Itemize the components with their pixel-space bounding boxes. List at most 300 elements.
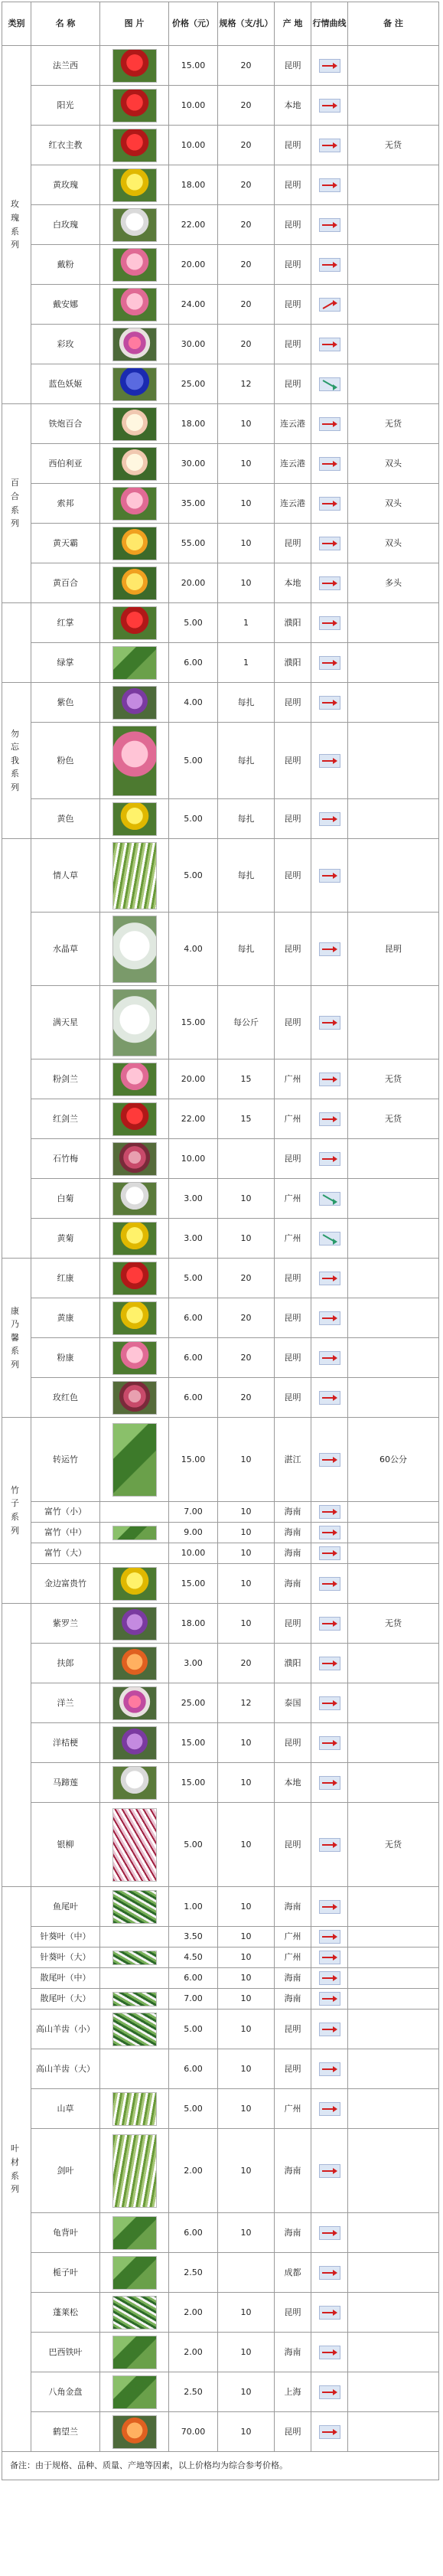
- photo-cell: [100, 364, 169, 404]
- price-cell: 10.00: [169, 1139, 218, 1179]
- spec-cell: 20: [218, 1259, 275, 1298]
- remark-cell: [348, 1219, 439, 1259]
- origin-cell: 昆明: [275, 723, 311, 799]
- flower-name: 龟背叶: [31, 2213, 100, 2253]
- photo-cell: [100, 1418, 169, 1502]
- table-row: [2, 1418, 439, 1502]
- trend-cell: [311, 1723, 348, 1763]
- spec-cell: 20: [218, 325, 275, 364]
- flat-arrow-icon[interactable]: [319, 656, 340, 670]
- remark-cell: [348, 1564, 439, 1604]
- flower-photo: [112, 1262, 157, 1295]
- photo-cell: [100, 2010, 169, 2049]
- flat-arrow-icon[interactable]: [319, 2425, 340, 2439]
- photo-cell: [100, 1644, 169, 1683]
- origin-cell: 广州: [275, 1179, 311, 1219]
- photo-cell: [100, 1502, 169, 1523]
- flower-name: 索邦: [31, 484, 100, 524]
- remark-cell: [348, 364, 439, 404]
- remark-cell: [348, 1644, 439, 1683]
- photo-cell: [100, 325, 169, 364]
- price-cell: 4.00: [169, 683, 218, 723]
- flat-arrow-icon[interactable]: [319, 1546, 340, 1560]
- spec-cell: 10: [218, 2129, 275, 2213]
- price-cell: 6.00: [169, 643, 218, 683]
- flower-photo: [112, 606, 157, 640]
- flower-name: 黄色: [31, 799, 100, 839]
- remark-cell: [348, 2049, 439, 2089]
- origin-cell: 昆明: [275, 2010, 311, 2049]
- flat-arrow-icon[interactable]: [319, 1112, 340, 1126]
- flat-arrow-icon[interactable]: [319, 1838, 340, 1852]
- flower-name: 红掌: [31, 603, 100, 643]
- trend-cell: [311, 2333, 348, 2372]
- flower-name: 山草: [31, 2089, 100, 2129]
- category-cell: [2, 46, 31, 404]
- flat-arrow-icon[interactable]: [319, 1657, 340, 1670]
- flower-photo: [112, 1063, 157, 1096]
- flower-photo: [112, 49, 157, 83]
- flower-name: 黄康: [31, 1298, 100, 1338]
- photo-cell: [100, 1219, 169, 1259]
- spec-cell: 10: [218, 2213, 275, 2253]
- price-cell: 30.00: [169, 325, 218, 364]
- down-trend-icon[interactable]: [319, 1192, 340, 1206]
- spec-cell: 10: [218, 1763, 275, 1803]
- flat-arrow-icon[interactable]: [319, 812, 340, 826]
- origin-cell: 广州: [275, 1948, 311, 1968]
- flower-name: 八角金盘: [31, 2372, 100, 2412]
- flat-arrow-icon[interactable]: [319, 869, 340, 883]
- remark-cell: [348, 165, 439, 205]
- trend-cell: [311, 1259, 348, 1298]
- remark-cell: [348, 1179, 439, 1219]
- flat-arrow-icon[interactable]: [319, 1696, 340, 1710]
- trend-cell: [311, 683, 348, 723]
- trend-cell: [311, 404, 348, 444]
- flat-arrow-icon[interactable]: [319, 2266, 340, 2280]
- up-trend-icon[interactable]: [319, 298, 340, 312]
- remark-cell: [348, 1989, 439, 2010]
- price-cell: 2.50: [169, 2253, 218, 2293]
- photo-cell: [100, 2333, 169, 2372]
- flat-arrow-icon[interactable]: [319, 139, 340, 152]
- flower-name: 白菊: [31, 1179, 100, 1219]
- flower-photo: [112, 1567, 157, 1601]
- remark-cell: [348, 723, 439, 799]
- trend-cell: [311, 205, 348, 245]
- price-cell: 5.00: [169, 1803, 218, 1887]
- price-cell: 4.50: [169, 1948, 218, 1968]
- spec-cell: 20: [218, 126, 275, 165]
- origin-cell: 昆明: [275, 1338, 311, 1378]
- trend-cell: [311, 1523, 348, 1543]
- price-cell: 5.00: [169, 839, 218, 913]
- flat-arrow-icon[interactable]: [319, 942, 340, 956]
- price-cell: 10.00: [169, 1543, 218, 1564]
- trend-cell: [311, 1099, 348, 1139]
- flower-photo: [112, 1142, 157, 1176]
- flat-arrow-icon[interactable]: [319, 497, 340, 511]
- flower-photo: [112, 2134, 157, 2208]
- flower-photo: [112, 686, 157, 720]
- flat-arrow-icon[interactable]: [319, 417, 340, 431]
- flower-name: 鹤望兰: [31, 2412, 100, 2452]
- table-row: [2, 723, 439, 799]
- flower-name: 黄百合: [31, 563, 100, 603]
- flower-name: 粉色: [31, 723, 100, 799]
- origin-cell: 濮阳: [275, 643, 311, 683]
- flower-photo: [112, 1222, 157, 1255]
- table-row: [2, 1948, 439, 1968]
- flat-arrow-icon[interactable]: [319, 1577, 340, 1591]
- trend-cell: [311, 1378, 348, 1418]
- flat-arrow-icon[interactable]: [319, 2226, 340, 2240]
- spec-cell: 10: [218, 1502, 275, 1523]
- flower-photo: [112, 168, 157, 202]
- flower-photo: [112, 726, 157, 796]
- flat-arrow-icon[interactable]: [319, 1272, 340, 1285]
- trend-cell: [311, 2372, 348, 2412]
- photo-cell: [100, 799, 169, 839]
- col-header-photo: 图 片: [100, 2, 169, 46]
- footnote: 备注：由于规格、品种、质量、产地等因素，以上价格均为综合参考价格。: [2, 2452, 439, 2480]
- flat-arrow-icon[interactable]: [319, 2164, 340, 2178]
- remark-cell: 双头: [348, 444, 439, 484]
- trend-cell: [311, 913, 348, 986]
- col-header-trend: 行情曲线: [311, 2, 348, 46]
- trend-cell: [311, 1948, 348, 1968]
- trend-cell: [311, 1219, 348, 1259]
- table-row: [2, 1219, 439, 1259]
- table-row: [2, 1523, 439, 1543]
- origin-cell: 昆明: [275, 325, 311, 364]
- flower-photo: [112, 2336, 157, 2369]
- category-label: 叶 材 系 列: [11, 2143, 22, 2195]
- trend-cell: [311, 2253, 348, 2293]
- remark-cell: 无货: [348, 1059, 439, 1099]
- photo-cell: [100, 1948, 169, 1968]
- photo-cell: [100, 1887, 169, 1927]
- spec-cell: [218, 2253, 275, 2293]
- price-cell: 7.00: [169, 1989, 218, 2010]
- remark-cell: [348, 325, 439, 364]
- table-row: [2, 1099, 439, 1139]
- flat-arrow-icon[interactable]: [319, 754, 340, 768]
- origin-cell: 昆明: [275, 1803, 311, 1887]
- flat-arrow-icon[interactable]: [319, 178, 340, 192]
- flat-arrow-icon[interactable]: [319, 99, 340, 113]
- photo-cell: [100, 2213, 169, 2253]
- price-cell: 18.00: [169, 165, 218, 205]
- trend-cell: [311, 1564, 348, 1604]
- trend-cell: [311, 444, 348, 484]
- flower-name: 鱼尾叶: [31, 1887, 100, 1927]
- price-table: [2, 2, 439, 2480]
- photo-cell: [100, 603, 169, 643]
- remark-cell: [348, 2333, 439, 2372]
- flat-arrow-icon[interactable]: [319, 1776, 340, 1790]
- origin-cell: 昆明: [275, 799, 311, 839]
- table-row: [2, 2049, 439, 2089]
- trend-cell: [311, 2010, 348, 2049]
- flat-arrow-icon[interactable]: [319, 1951, 340, 1964]
- flower-name: 马蹄莲: [31, 1763, 100, 1803]
- flat-arrow-icon[interactable]: [319, 696, 340, 710]
- flower-photo: [112, 1992, 157, 2006]
- flat-arrow-icon[interactable]: [319, 1311, 340, 1325]
- origin-cell: 本地: [275, 86, 311, 126]
- table-row: [2, 643, 439, 683]
- photo-cell: [100, 1099, 169, 1139]
- spec-cell: 20: [218, 1338, 275, 1378]
- photo-cell: [100, 2372, 169, 2412]
- price-cell: 25.00: [169, 364, 218, 404]
- origin-cell: 昆明: [275, 205, 311, 245]
- table-row: [2, 1927, 439, 1948]
- remark-cell: [348, 2089, 439, 2129]
- down-trend-icon[interactable]: [319, 1232, 340, 1246]
- photo-cell: [100, 1927, 169, 1948]
- photo-cell: [100, 683, 169, 723]
- photo-cell: [100, 1803, 169, 1887]
- flat-arrow-icon[interactable]: [319, 1351, 340, 1365]
- remark-cell: 双头: [348, 524, 439, 563]
- table-row: [2, 2253, 439, 2293]
- remark-cell: [348, 683, 439, 723]
- trend-cell: [311, 1338, 348, 1378]
- trend-cell: [311, 484, 348, 524]
- spec-cell: 10: [218, 484, 275, 524]
- flat-arrow-icon[interactable]: [319, 576, 340, 590]
- table-row: [2, 2129, 439, 2213]
- spec-cell: 10: [218, 1927, 275, 1948]
- price-cell: 9.00: [169, 1523, 218, 1543]
- spec-cell: 每扎: [218, 799, 275, 839]
- flat-arrow-icon[interactable]: [319, 2346, 340, 2359]
- remark-cell: [348, 2129, 439, 2213]
- flower-name: 粉康: [31, 1338, 100, 1378]
- flower-name: 银柳: [31, 1803, 100, 1887]
- flat-arrow-icon[interactable]: [319, 338, 340, 351]
- flat-arrow-icon[interactable]: [319, 258, 340, 272]
- flower-photo: [112, 447, 157, 481]
- table-row: [2, 1298, 439, 1338]
- remark-cell: [348, 1543, 439, 1564]
- origin-cell: 海南: [275, 1564, 311, 1604]
- table-row: [2, 245, 439, 285]
- photo-cell: [100, 1059, 169, 1099]
- remark-cell: [348, 1968, 439, 1989]
- flat-arrow-icon[interactable]: [319, 1453, 340, 1467]
- col-header-price: 价格（元）: [169, 2, 218, 46]
- table-row: [2, 1604, 439, 1644]
- price-cell: 2.00: [169, 2333, 218, 2372]
- origin-cell: 昆明: [275, 245, 311, 285]
- flower-photo: [112, 2216, 157, 2250]
- flower-name: 满天星: [31, 986, 100, 1059]
- flower-photo: [112, 2296, 157, 2330]
- remark-cell: [348, 245, 439, 285]
- spec-cell: 20: [218, 1298, 275, 1338]
- trend-cell: [311, 799, 348, 839]
- flower-name: 水晶草: [31, 913, 100, 986]
- flower-name: 洋桔梗: [31, 1723, 100, 1763]
- flower-photo: [112, 1607, 157, 1641]
- photo-cell: [100, 165, 169, 205]
- trend-cell: [311, 285, 348, 325]
- photo-cell: [100, 1564, 169, 1604]
- flower-name: 散尾叶（中）: [31, 1968, 100, 1989]
- flower-photo: [112, 2256, 157, 2290]
- price-cell: 15.00: [169, 986, 218, 1059]
- flat-arrow-icon[interactable]: [319, 2062, 340, 2076]
- remark-cell: [348, 2412, 439, 2452]
- photo-cell: [100, 1723, 169, 1763]
- flat-arrow-icon[interactable]: [319, 2306, 340, 2320]
- origin-cell: 湛江: [275, 1418, 311, 1502]
- origin-cell: 昆明: [275, 46, 311, 86]
- table-row: [2, 364, 439, 404]
- flat-arrow-icon[interactable]: [319, 1900, 340, 1914]
- remark-cell: 双头: [348, 484, 439, 524]
- category-cell: [2, 1604, 31, 1887]
- flower-photo: [112, 1686, 157, 1720]
- origin-cell: 连云港: [275, 444, 311, 484]
- category-cell: [2, 1418, 31, 1604]
- flower-photo: [112, 1808, 157, 1882]
- flat-arrow-icon[interactable]: [319, 1617, 340, 1631]
- header-row: [2, 2, 439, 46]
- remark-cell: [348, 1139, 439, 1179]
- table-row: [2, 484, 439, 524]
- category-label: 百 合 系 列: [11, 478, 22, 529]
- flat-arrow-icon[interactable]: [319, 218, 340, 232]
- flower-name: 彩玫: [31, 325, 100, 364]
- flat-arrow-icon[interactable]: [319, 1971, 340, 1985]
- flat-arrow-icon[interactable]: [319, 2102, 340, 2116]
- photo-cell: [100, 1683, 169, 1723]
- remark-cell: 昆明: [348, 913, 439, 986]
- spec-cell: [218, 1139, 275, 1179]
- photo-cell: [100, 1543, 169, 1564]
- photo-cell: [100, 524, 169, 563]
- trend-cell: [311, 165, 348, 205]
- flower-name: 阳光: [31, 86, 100, 126]
- table-row: [2, 285, 439, 325]
- photo-cell: [100, 563, 169, 603]
- table-row: [2, 404, 439, 444]
- flat-arrow-icon[interactable]: [319, 1505, 340, 1519]
- remark-cell: [348, 1763, 439, 1803]
- flower-name: 蓝色妖姬: [31, 364, 100, 404]
- table-row: [2, 1139, 439, 1179]
- flower-name: 戴粉: [31, 245, 100, 285]
- remark-cell: [348, 1378, 439, 1418]
- origin-cell: 海南: [275, 2129, 311, 2213]
- remark-cell: 多头: [348, 563, 439, 603]
- flower-name: 富竹（大）: [31, 1543, 100, 1564]
- flower-photo: [112, 2092, 157, 2126]
- origin-cell: 广州: [275, 1219, 311, 1259]
- price-cell: 18.00: [169, 1604, 218, 1644]
- photo-cell: [100, 2129, 169, 2213]
- origin-cell: 海南: [275, 1543, 311, 1564]
- photo-cell: [100, 839, 169, 913]
- remark-cell: [348, 1723, 439, 1763]
- spec-cell: 10: [218, 2372, 275, 2412]
- origin-cell: 本地: [275, 1763, 311, 1803]
- remark-cell: [348, 2253, 439, 2293]
- flat-arrow-icon[interactable]: [319, 2023, 340, 2036]
- table-row: [2, 1968, 439, 1989]
- category-cell: [2, 1259, 31, 1418]
- spec-cell: 20: [218, 86, 275, 126]
- trend-cell: [311, 839, 348, 913]
- flat-arrow-icon[interactable]: [319, 1992, 340, 2006]
- spec-cell: 12: [218, 1683, 275, 1723]
- flat-arrow-icon[interactable]: [319, 1016, 340, 1030]
- table-row: [2, 524, 439, 563]
- remark-cell: [348, 285, 439, 325]
- flat-arrow-icon[interactable]: [319, 1526, 340, 1539]
- price-cell: 15.00: [169, 1763, 218, 1803]
- flat-arrow-icon[interactable]: [319, 1073, 340, 1086]
- flower-name: 铁炮百合: [31, 404, 100, 444]
- trend-cell: [311, 1418, 348, 1502]
- photo-cell: [100, 46, 169, 86]
- flower-photo: [112, 208, 157, 242]
- flower-name: 针葵叶（中）: [31, 1927, 100, 1948]
- trend-cell: [311, 1927, 348, 1948]
- trend-cell: [311, 1803, 348, 1887]
- spec-cell: 20: [218, 46, 275, 86]
- spec-cell: 10: [218, 1564, 275, 1604]
- flower-photo: [112, 1647, 157, 1680]
- spec-cell: 10: [218, 444, 275, 484]
- table-row: [2, 799, 439, 839]
- trend-cell: [311, 1502, 348, 1523]
- down-trend-icon[interactable]: [319, 377, 340, 391]
- flat-arrow-icon[interactable]: [319, 537, 340, 550]
- flat-arrow-icon[interactable]: [319, 2385, 340, 2399]
- table-row: [2, 563, 439, 603]
- spec-cell: 10: [218, 1179, 275, 1219]
- flat-arrow-icon[interactable]: [319, 1736, 340, 1750]
- trend-cell: [311, 1179, 348, 1219]
- flat-arrow-icon[interactable]: [319, 1391, 340, 1405]
- price-cell: 2.00: [169, 2129, 218, 2213]
- origin-cell: 昆明: [275, 986, 311, 1059]
- flat-arrow-icon[interactable]: [319, 616, 340, 630]
- origin-cell: 昆明: [275, 126, 311, 165]
- origin-cell: 海南: [275, 1887, 311, 1927]
- spec-cell: 每扎: [218, 723, 275, 799]
- flat-arrow-icon[interactable]: [319, 59, 340, 73]
- spec-cell: 10: [218, 563, 275, 603]
- price-cell: 6.00: [169, 2213, 218, 2253]
- flower-photo: [112, 1423, 157, 1497]
- flat-arrow-icon[interactable]: [319, 457, 340, 471]
- remark-cell: [348, 986, 439, 1059]
- flat-arrow-icon[interactable]: [319, 1152, 340, 1166]
- flower-name: 法兰西: [31, 46, 100, 86]
- price-cell: 20.00: [169, 245, 218, 285]
- price-cell: 5.00: [169, 723, 218, 799]
- trend-cell: [311, 364, 348, 404]
- flat-arrow-icon[interactable]: [319, 1930, 340, 1944]
- origin-cell: 昆明: [275, 1723, 311, 1763]
